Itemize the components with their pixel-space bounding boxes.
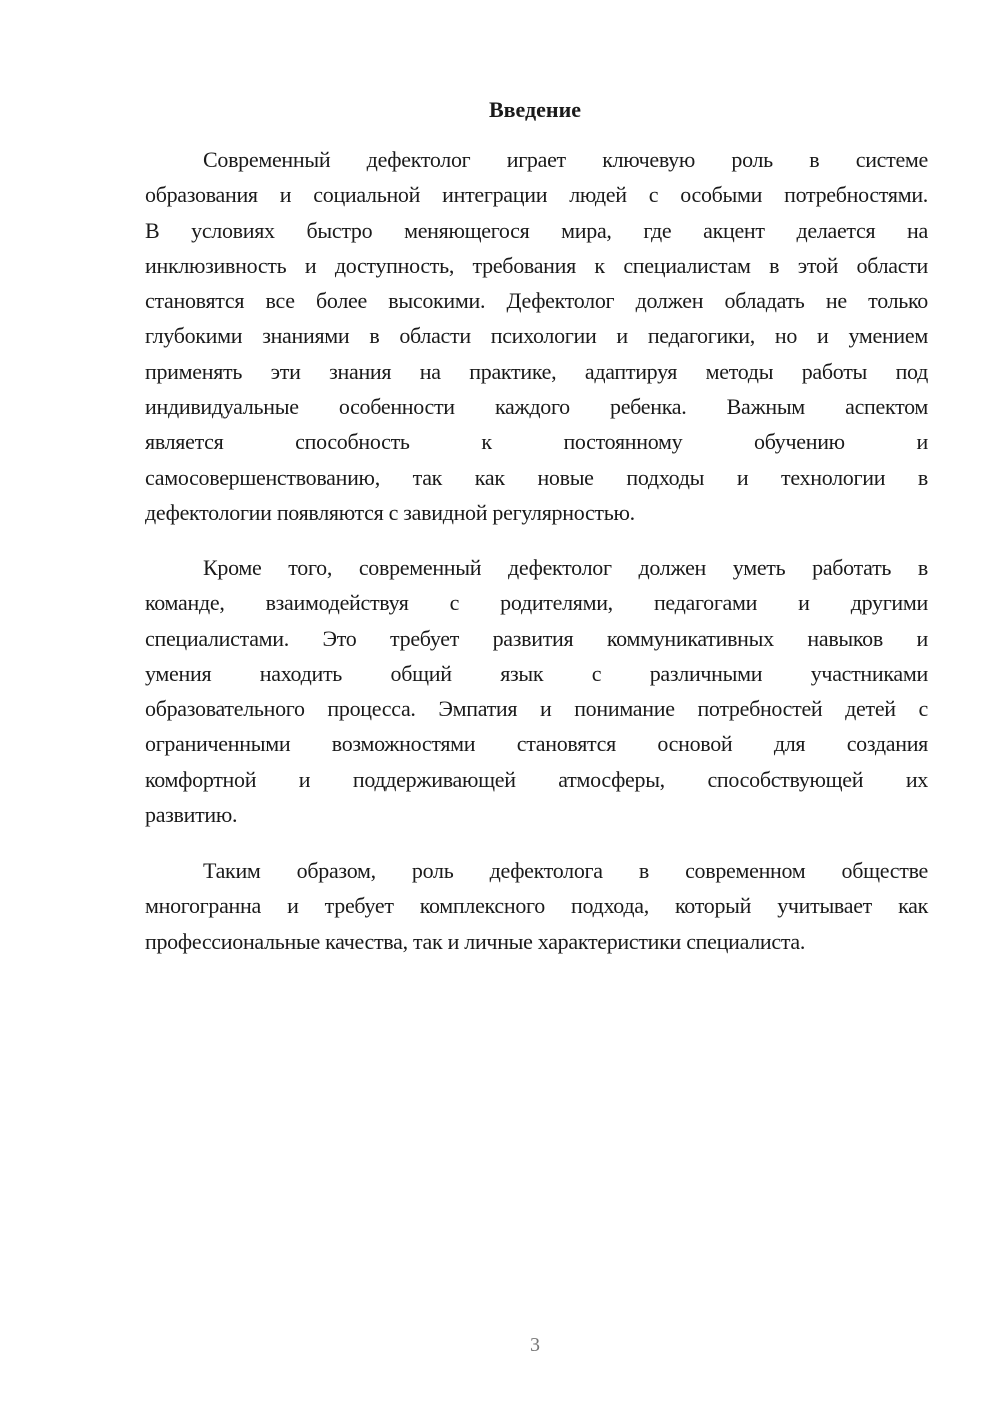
paragraph-2 <box>145 550 928 832</box>
text-line: профессиональные качества, так и личные характеристики специалиста. <box>145 928 806 954</box>
text-line: развитию. <box>145 802 238 828</box>
text-line: специалистами. Это требует развития коммуникативных навыков и <box>145 625 928 651</box>
text-line: команде, взаимодействуя с родителями, педагогами и другими <box>145 590 928 616</box>
page-title: Введение <box>488 97 582 122</box>
paragraph-1 <box>145 142 928 530</box>
text-line: Современный дефектолог играет ключевую роль в системе <box>203 147 928 172</box>
text-line: глубокими знаниями в области психологии и педагогики, но и умением <box>145 323 928 349</box>
text-line: умения находить общий язык с различными участниками <box>145 660 928 686</box>
page-number: 3 <box>530 1334 540 1356</box>
text-line: многогранна и требует комплексного подхода, который учитывает как <box>145 893 928 919</box>
text-line: применять эти знания на практике, адаптируя методы работы под <box>145 358 928 384</box>
text-line: комфортной и поддерживающей атмосферы, способствующей их <box>145 766 928 792</box>
paragraph-3 <box>145 853 928 959</box>
text-line: образования и социальной интеграции людей с особыми потребностями. <box>145 182 928 208</box>
text-line: Таким образом, роль дефектолога в современном обществе <box>203 858 928 883</box>
text-line: самосовершенствованию, так как новые подходы и технологии в <box>145 464 928 490</box>
text-line: Кроме того, современный дефектолог должен уметь работать в <box>203 555 928 580</box>
text-line: инклюзивность и доступность, требования к специалистам в этой области <box>145 252 928 278</box>
text-line: становятся все более высокими. Дефектолог должен обладать не только <box>145 288 928 314</box>
text-line: В условиях быстро меняющегося мира, где акцент делается на <box>145 217 928 243</box>
text-line: дефектологии появляются с завидной регулярностью. <box>145 499 635 525</box>
text-line: является способность к постоянному обучению и <box>145 429 928 455</box>
text-line: ограниченными возможностями становятся основой для создания <box>145 731 928 757</box>
text-line: индивидуальные особенности каждого ребенка. Важным аспектом <box>145 394 928 420</box>
text-line: образовательного процесса. Эмпатия и понимание потребностей детей с <box>145 696 928 722</box>
